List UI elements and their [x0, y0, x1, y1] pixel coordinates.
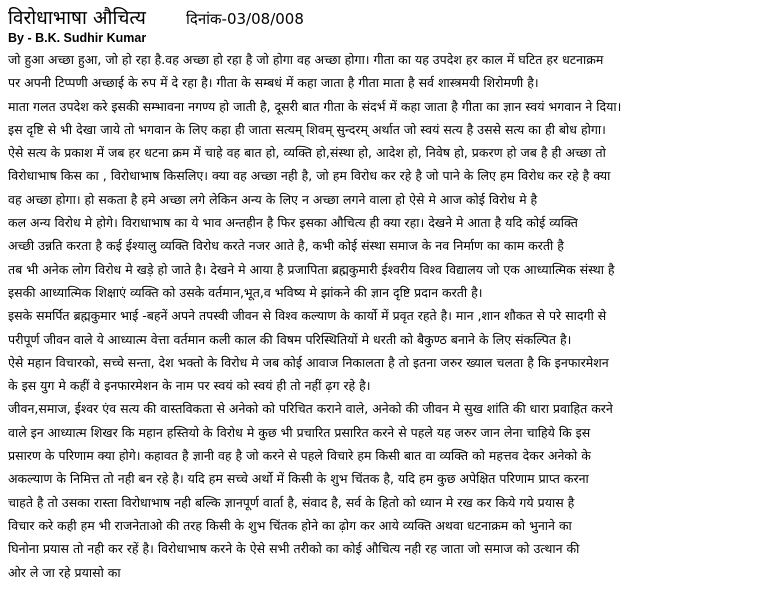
text-line: विचार करे कही हम भी राजनेताओ की तरह किसी के शुभ चिंतक होने का ढ़ोग कर आये व्यक्ति अथवा धटनाक्रम को भुनाने का	[8, 517, 572, 533]
header-row	[8, 4, 770, 28]
text-line: अच्छी उन्नति करता है कई ईश्यालु व्यक्ति विरोध करते नजर आते है, कभी कोई संस्था समाज के नव निर्माण का काम करती है	[8, 238, 564, 254]
text-line: जो हुआ अच्छा हुआ, जो हो रहा है.वह अच्छा हो रहा है जो होगा वह अच्छा होगा। गीता का यह उपदेश हर काल में घटित हर धटनाक्रम	[8, 52, 604, 67]
text-line: ऐसे महान विचारको, सच्चे सन्ता, देश भक्तो के विरोध मे जब कोई आवाज निकालता है तो इतना जरुर ख्याल चलता है कि इनफारमेशन	[8, 354, 609, 370]
text-line: जीवन,समाज, ईश्वर एंव सत्य की वास्तविकता से अनेको को परिचित कराने वाले, अनेको की जीवन मे सुख शांति की धारा प्रवाहित करने	[8, 401, 613, 417]
body-text	[8, 48, 770, 584]
text-line: अकल्याण के निमित्त तो नही बन रहे है। यदि हम सच्चे अर्थो में किसी के शुभ चिंतक है, यदि हम कुछ अपेक्षित परिणाम प्राप्त करना	[8, 471, 589, 487]
text-line: वह अच्छा होगा। हो सकता है हमे अच्छा लगे लेकिन अन्य के लिए न अच्छा लगने वाला हो ऐसे मे आज कोई विरोध मे है	[8, 191, 538, 207]
text-line: परीपूर्ण जीवन वाले ये आध्यात्म वेत्ता वर्तमान कली काल की विषम परिस्थितियों मे धरती को बैकुण्ठ बनाने के लिए संकल्पित है।	[8, 331, 572, 347]
text-line: इस दृष्टि से भी देखा जाये तो भगवान के लिए कहा ही जाता सत्यम् शिवम् सुन्दरम् अर्थात जो स्वयं सत्य है उससे सत्य का ही बोध होगा।	[8, 121, 606, 137]
text-line: घिनोना प्रयास तो नही कर रहें है। विरोधाभाष करने के ऐसे सभी तरीको का कोई औचित्य नही रह जाता जो समाज को उत्थान की	[8, 541, 580, 557]
text-line: माता गलत उपदेश करे इसकी सम्भावना नगण्य हो जाती है, दूसरी बात गीता के संदर्भ में कहा जाता है गीता का ज्ञान स्वयं भगवान ने दिया।	[8, 98, 622, 114]
text-line: के इस युग मे कहीं वे इनफारमेशन के नाम पर स्वयं को स्वयं ही तो नहीं ढ़ग रहे है।	[8, 378, 371, 394]
text-line: कल अन्य विरोध मे होगे। विराधाभाष का ये भाव अन्तहीन है फिर इसका औचित्य ही क्या रहा। देखने मे आता है यदि कोई व्यक्ति	[8, 215, 578, 231]
document-date: दिनांक-03/08/008	[185, 10, 304, 28]
text-line: पर अपनी टिप्पणी अच्छाई के रुप में दे रहा है। गीता के सम्बधं में कहा जाता है गीता माता है सर्व शास्त्रमयी शिरोमणी है।	[8, 75, 539, 91]
text-line: वाले इन आध्यात्म शिखर कि महान हस्तियो के विरोध मे कुछ भी प्रचारित प्रसारित करने से पहले यह जरुर जान लेना चाहिये कि इस	[8, 424, 591, 440]
text-line: तब भी अनेक लोग विरोध मे खड़े हो जाते है। देखने मे आया है प्रजापिता ब्रह्मकुमारी ईश्वरीय विश्व विद्यालय जो एक आध्यात्मिक संस्था है	[8, 261, 615, 277]
text-line: इसके समर्पित ब्रह्मकुमार भाई -बहनें अपने तपस्वी जीवन से विश्व कल्याण के कार्यो में प्रवृत रहते है। मान ,शान शौकत से परे सादगी से	[8, 308, 607, 324]
document-title: विरोधाभाषा औचित्य	[8, 7, 146, 29]
text-line: चाहते है तो उसका रास्ता विरोधाभाष नही बल्कि ज्ञानपूर्ण वार्ता है, संवाद है, सर्व के हितो को ध्यान मे रख कर किये गये प्रयास है	[8, 494, 575, 510]
text-line: ओर ले जा रहे प्रयासो का	[8, 564, 121, 580]
text-line: विरोधाभाष किस का , विरोधाभाष किसलिए। क्या वह अच्छा नही है, जो हम विरोध कर रहे है जो पाने के लिए हम विरोध कर रहे है क्या	[8, 168, 611, 184]
text-line: इसकी आध्यात्मिक शिक्षाएं व्यक्ति को उसके वर्तमान,भूत,व भविष्य मे झांकने की ज्ञान दृष्टि प्रदान करती है।	[8, 284, 483, 300]
document	[8, 4, 770, 584]
text-line: ऐसे सत्य के प्रकाश में जब हर धटना क्रम में चाहे वह बात हो, व्यक्ति हो,संस्था हो, आदेश हो, निवेष हो, प्रकरण हो जब है ही अच्छा तो	[8, 145, 606, 161]
author-line: By - B.K. Sudhir Kumar	[8, 31, 147, 45]
text-line: प्रसारण के परिणाम क्या होगे। कहावत है ज्ञानी वह है जो करने से पहले विचारे हम किसी बात वा व्यक्ति को महत्तव देकर अनेको के	[8, 448, 591, 464]
